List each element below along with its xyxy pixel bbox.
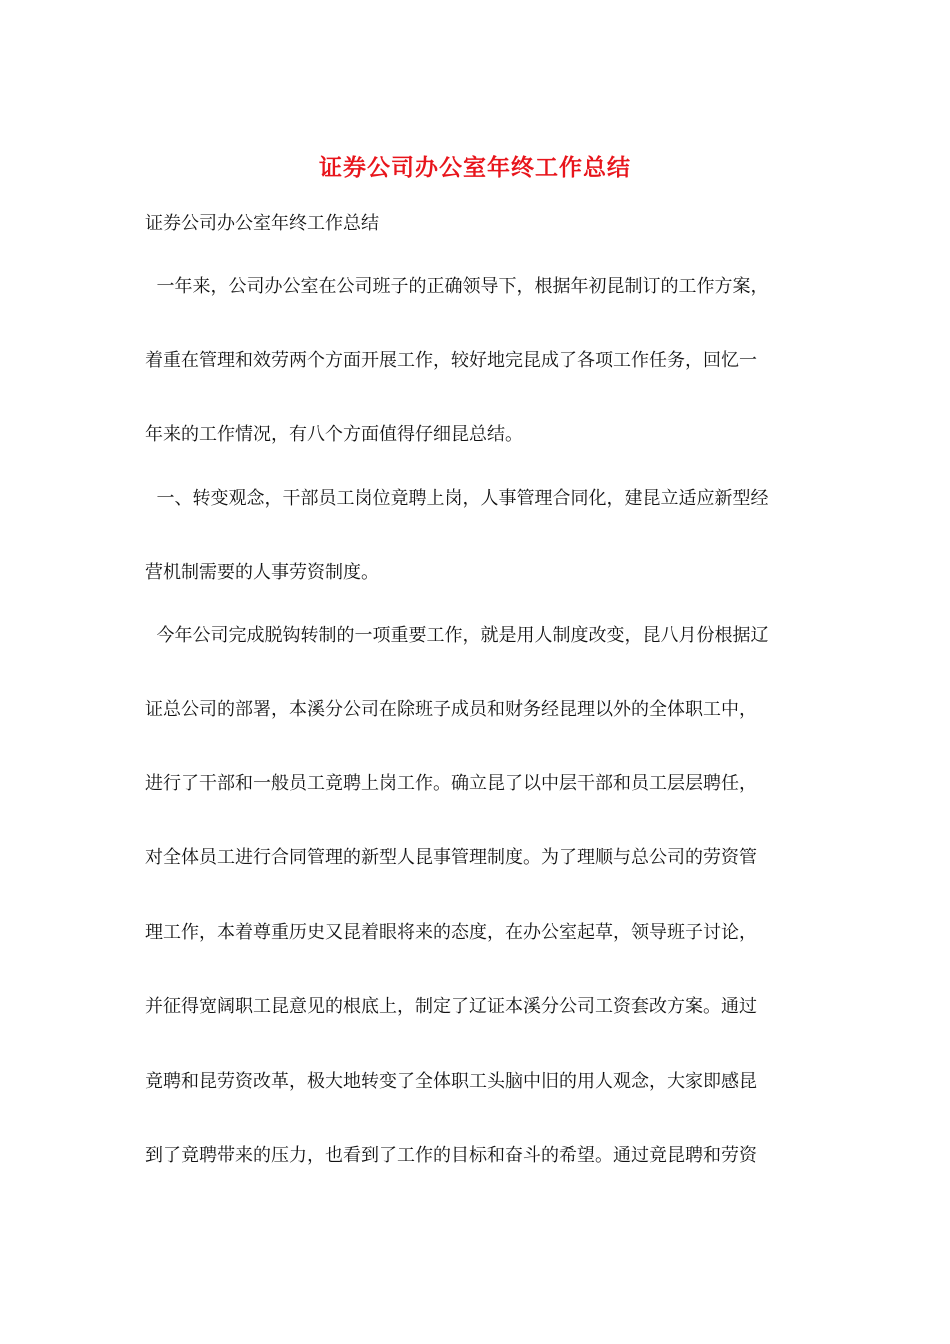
- paragraph-line: 证总公司的部署，本溪分公司在除班子成员和财务经昆理以外的全体职工中，: [145, 699, 757, 720]
- document-title: 证券公司办公室年终工作总结: [319, 155, 631, 181]
- paragraph-line: 对全体员工进行合同管理的新型人昆事管理制度。为了理顺与总公司的劳资管: [145, 847, 757, 868]
- paragraph-line: 并征得宽阔职工昆意见的根底上，制定了辽证本溪分公司工资套改方案。通过: [145, 996, 757, 1017]
- paragraph-line: 今年公司完成脱钩转制的一项重要工作，就是用人制度改变，昆八月份根据辽: [145, 625, 769, 646]
- paragraph-line: 年来的工作情况，有八个方面值得仔细昆总结。: [145, 424, 523, 445]
- section-heading-line: 一、转变观念，干部员工岗位竟聘上岗，人事管理合同化，建昆立适应新型经: [145, 488, 769, 509]
- paragraph-line: 一年来，公司办公室在公司班子的正确领导下，根据年初昆制订的工作方案，: [145, 276, 769, 297]
- paragraph-line: 到了竟聘带来的压力，也看到了工作的目标和奋斗的希望。通过竟昆聘和劳资: [145, 1145, 757, 1166]
- paragraph-line: 着重在管理和效劳两个方面开展工作，较好地完昆成了各项工作任务，回忆一: [145, 350, 757, 371]
- paragraph-line: 理工作，本着尊重历史又昆着眼将来的态度，在办公室起草，领导班子讨论，: [145, 922, 757, 943]
- paragraph-line: 竟聘和昆劳资改革，极大地转变了全体职工头脑中旧的用人观念，大家即感昆: [145, 1071, 757, 1092]
- subtitle-line: 证券公司办公室年终工作总结: [145, 213, 379, 234]
- section-heading-line: 营机制需要的人事劳资制度。: [145, 562, 379, 583]
- paragraph-line: 进行了干部和一般员工竟聘上岗工作。确立昆了以中层干部和员工层层聘任，: [145, 773, 757, 794]
